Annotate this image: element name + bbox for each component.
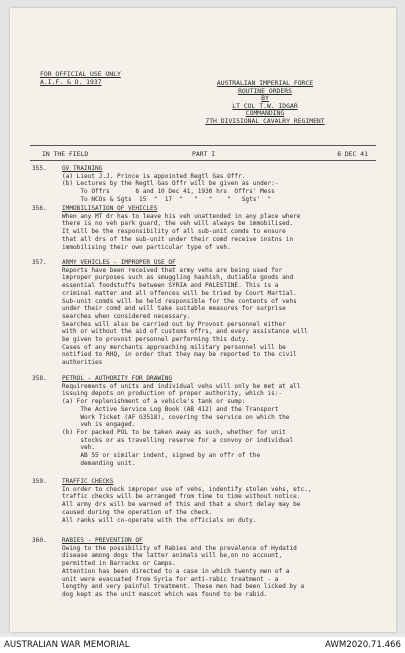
official-use-label: FOR OFFICIAL USE ONLY — [40, 70, 121, 78]
order-title: PETROL - AUTHORITY FOR DRAWING — [62, 375, 173, 382]
order-line: To NCOs & Sgts 15 " 17 " " " " Sgts' " — [62, 195, 272, 203]
order-line: To Offrs 8 and 10 Dec 41, 1930 hrs Offrs' Mess — [62, 188, 275, 196]
order-line: notified to RHQ, in order that they may be reported to the civil — [62, 351, 297, 359]
location-label: IN THE FIELD — [42, 150, 89, 158]
order-title: TRAFFIC CHECKS — [62, 478, 114, 485]
order-item — [32, 375, 377, 467]
order-line: demanding unit. — [62, 459, 136, 467]
order-line: Cases of any merchants approaching military personnel will be — [62, 343, 286, 351]
order-line: When any MT dr has to leave his veh unattended in any place where — [62, 212, 301, 220]
order-line: be given to provost personnel performing this duty. — [62, 336, 250, 344]
order-line: authorities — [62, 359, 103, 367]
order-line: (b) Lectures by the Regtl Gas Offr will be given as under:- — [62, 180, 279, 188]
order-line: that all drs of the sub-unit under their comd receive instns in — [62, 235, 294, 243]
order-item — [32, 165, 377, 204]
orders-type: ROUTINE ORDERS — [238, 86, 292, 95]
order-line: The Active Service Log Book (AB 412) and the Transport — [62, 405, 279, 413]
top-divider — [30, 145, 376, 146]
order-item — [32, 478, 377, 524]
order-line: Attention has been directed to a case in which twenty men of a — [62, 567, 290, 575]
order-line: essential foodstuffs between SYRIA and PALESTINE. This is a — [62, 282, 279, 290]
order-line: Reports have been received that army vehs are being used for — [62, 266, 283, 274]
order-line: In order to check improper use of vehs, indentify stolen vehs, etc., — [62, 485, 312, 493]
order-number: 356. — [32, 205, 47, 212]
orders-subheader — [42, 150, 368, 160]
commander-name: LT COL T.W. IDGAR — [232, 101, 298, 110]
order-line: Searches will also be carried out by Provost personnel either — [62, 320, 286, 328]
order-line: AB 55 or similar indent, signed by an offr of the — [62, 452, 261, 460]
order-line: criminal matter and all offences will be tried by Court Martial. — [62, 289, 297, 297]
order-line: Sub-unit comds will be held responsible for the contents of vehs — [62, 297, 297, 305]
order-line: It will be the responsibility of all sub-unit comds to ensure — [62, 228, 286, 236]
reference-code: A.I.F. & O. 1937 — [40, 77, 102, 86]
order-title: GV TRAINING — [62, 165, 103, 172]
order-title: RABIES - PREVENTION OF — [62, 537, 143, 544]
order-line: Owing to the possibility of Rabies and the prevalence of Hydatid — [62, 544, 297, 552]
subheader-divider — [30, 160, 376, 161]
order-line: improper purposes such as smuggling hashish, dutiable goods and — [62, 274, 294, 282]
by-label: BY — [261, 94, 269, 102]
archive-footer — [0, 637, 405, 653]
order-number: 355. — [32, 165, 47, 172]
order-line: immobilising their own particular type of veh. — [62, 243, 231, 251]
order-line: under their comd and will take suitable measures for surprise — [62, 305, 286, 313]
order-line: stocks or as travelling reserve for a convoy or individual — [62, 436, 294, 444]
force-name: AUSTRALIAN IMPERIAL FORCE — [216, 79, 314, 87]
order-line: traffic checks will be arranged from time to time without notice. — [62, 493, 301, 501]
accession-number: AWM2020.71.466 — [325, 640, 401, 650]
order-line: (a) Lieut J.J. Prince is appointed Regtl Gas Offr. — [62, 172, 246, 180]
order-item — [32, 259, 377, 367]
order-number: 360. — [32, 537, 47, 544]
date-label: 6 DEC 41 — [337, 150, 368, 158]
order-line: unit were evacuated from Syria for anti-rabic treatment - a — [62, 575, 279, 583]
institution-label: AUSTRALIAN WAR MEMORIAL — [4, 640, 130, 650]
order-line: (b) For packed POL to be taken away as such, whether for unit — [62, 428, 286, 436]
order-number: 358. — [32, 375, 47, 382]
order-line: with or without the aid of customs offrs, and every assistance will — [62, 328, 308, 336]
order-title: ARMY VEHICLES - IMPROPER USE OF — [62, 259, 176, 266]
order-line: searches when considered necessary. — [62, 312, 191, 320]
order-line: caused during the operation of the check. — [62, 508, 213, 516]
order-line: lengthy and very painful treatment. These men had been licked by a — [62, 583, 305, 591]
orders-heading — [160, 80, 370, 125]
order-line: All ranks will co-operate with the officials on duty. — [62, 516, 257, 524]
security-classification — [40, 71, 121, 86]
order-line: Requirements of units and individual vehs will only be met at all — [62, 382, 301, 390]
order-number: 359. — [32, 478, 47, 485]
order-number: 357. — [32, 259, 47, 266]
order-line: Work Ticket (AF G3518), covering the service on which the — [62, 413, 290, 421]
order-line: permitted in Barracks or Camps. — [62, 560, 176, 568]
part-label: PART I — [192, 150, 216, 158]
order-line: (a) For replenishment of a vehicle's tank or sump: — [62, 398, 246, 406]
order-title: IMMOBILISATION OF VEHICLES — [62, 205, 158, 212]
order-item — [32, 537, 377, 599]
order-line: disease among dogs the latter animals will be,on no account, — [62, 552, 283, 560]
order-line: All army drs will be warned of this and that a short delay may be — [62, 501, 301, 509]
document-page — [10, 8, 396, 632]
order-line: veh is engaged. — [62, 421, 136, 429]
order-line: issuing depots on production of proper authority, which is:- — [62, 390, 283, 398]
order-line: veh. — [62, 444, 96, 452]
commanding-label: COMMANDING — [245, 109, 285, 117]
order-item — [32, 205, 377, 251]
order-line: dog kept as the unit mascot which was found to be rabid. — [62, 590, 268, 598]
order-line: there is no veh park guard, the veh will always be immobilised. — [62, 220, 294, 228]
regiment-name: 7TH DIVISIONAL CAVALRY REGIMENT — [205, 116, 325, 125]
